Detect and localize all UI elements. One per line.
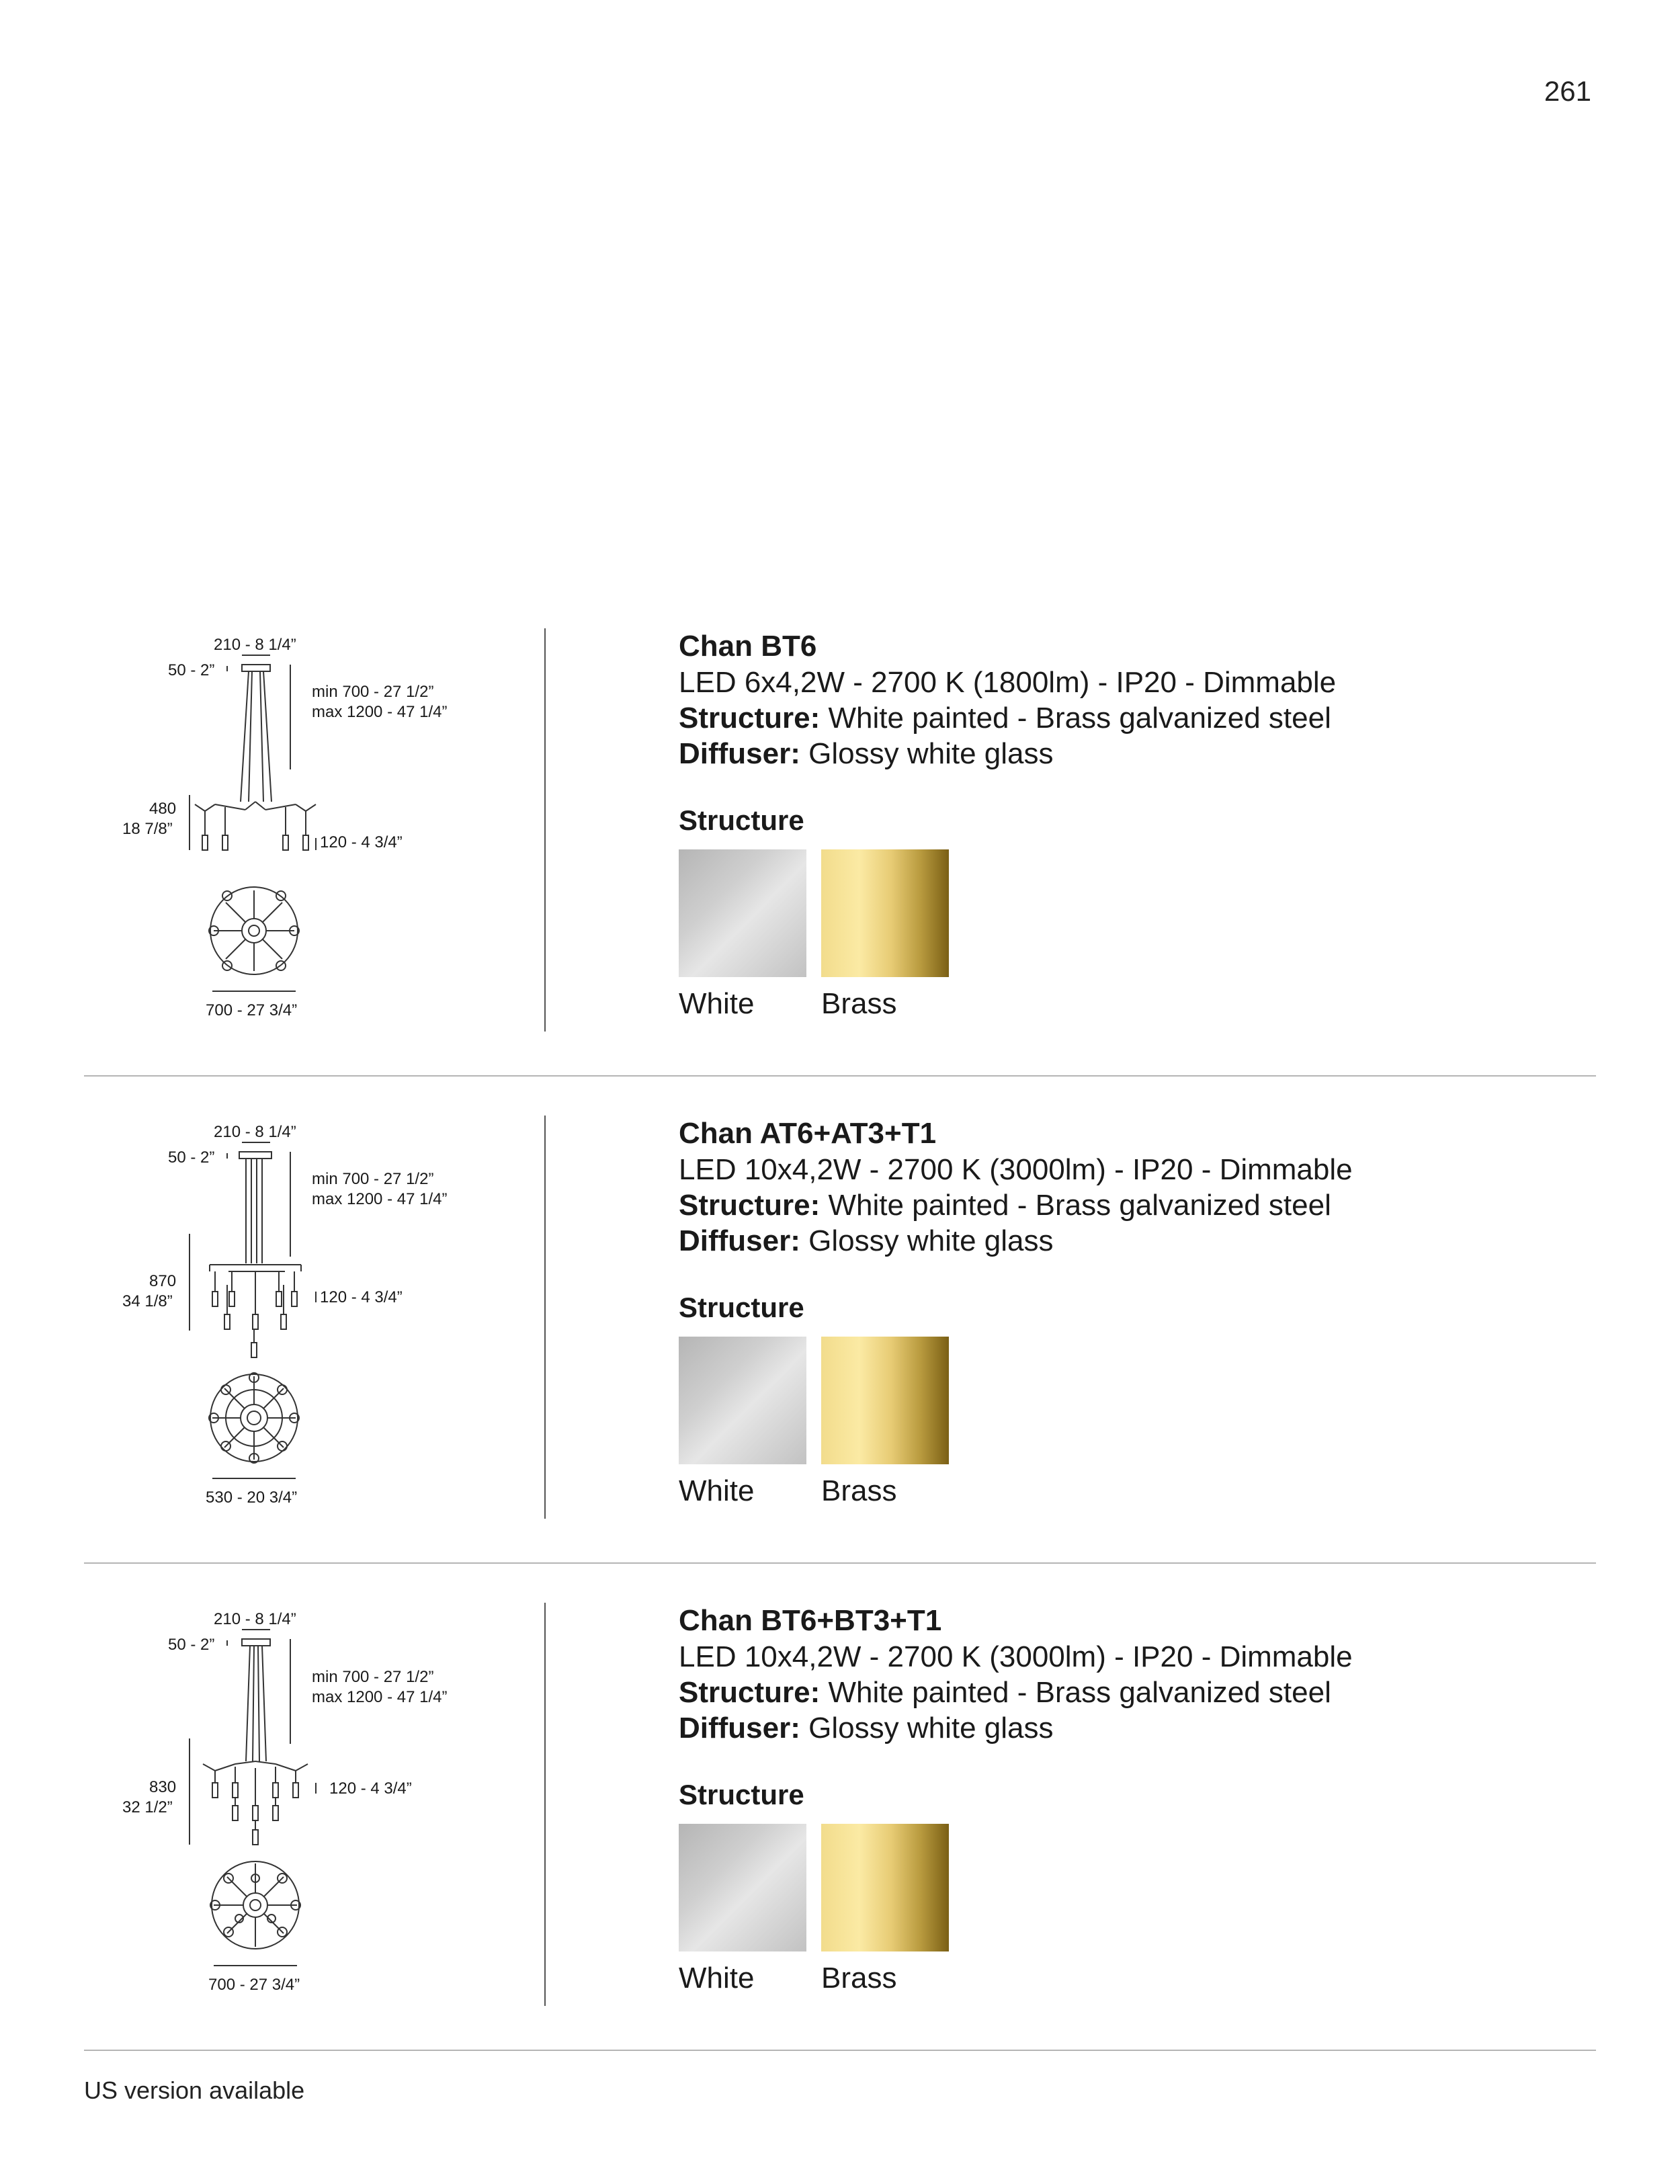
page-number: 261 — [1544, 75, 1591, 107]
swatch-brass — [821, 1824, 949, 1951]
finish-swatches — [679, 1337, 1552, 1525]
dim-shade: 120 - 4 3/4” — [329, 1779, 412, 1798]
dim-cable-min: min 700 - 27 1/2” — [312, 1170, 434, 1188]
product-info — [679, 1116, 1552, 1525]
structure-value: White painted - Brass galvanized steel — [820, 1189, 1331, 1222]
swatch-label-white: White — [679, 1474, 755, 1507]
dim-height-in: 34 1/8” — [122, 1292, 173, 1310]
drawing-lines-at6 — [114, 1116, 491, 1532]
section-divider — [84, 1562, 1596, 1564]
diffuser-spec — [679, 736, 1552, 771]
product-info — [679, 1603, 1552, 2012]
product-title: Chan AT6+AT3+T1 — [679, 1117, 937, 1150]
diffuser-spec — [679, 1223, 1552, 1259]
swatch-brass — [821, 849, 949, 977]
structure-spec — [679, 1675, 1552, 1710]
dim-diameter: 700 - 27 3/4” — [208, 1976, 300, 1994]
product-title: Chan BT6+BT3+T1 — [679, 1604, 942, 1637]
finish-heading: Structure — [679, 1779, 804, 1810]
section-divider — [84, 1075, 1596, 1077]
structure-value: White painted - Brass galvanized steel — [820, 1676, 1331, 1709]
dim-height-mm: 830 — [149, 1778, 177, 1796]
dim-cable-max: max 1200 - 47 1/4” — [312, 1688, 448, 1706]
product-spec: LED 10x4,2W - 2700 K (3000lm) - IP20 - Dimmable — [679, 1153, 1353, 1186]
dim-canopy-height: 50 - 2” — [168, 661, 215, 679]
swatch-brass — [821, 1337, 949, 1464]
dim-height-in: 18 7/8” — [122, 820, 173, 838]
diffuser-spec — [679, 1710, 1552, 1746]
diffuser-value: Glossy white glass — [800, 1224, 1054, 1257]
product-spec: LED 6x4,2W - 2700 K (1800lm) - IP20 - Dimmable — [679, 666, 1337, 699]
dim-canopy-height: 50 - 2” — [168, 1148, 215, 1167]
product-chan-at6-at3-t1 — [0, 1116, 1680, 1532]
structure-spec — [679, 1187, 1552, 1223]
vertical-divider — [544, 1603, 546, 2006]
swatch-label-brass: Brass — [821, 987, 897, 1020]
structure-spec — [679, 700, 1552, 736]
dim-shade: 120 - 4 3/4” — [320, 1288, 403, 1306]
swatch-white — [679, 1824, 806, 1951]
diffuser-value: Glossy white glass — [800, 1712, 1054, 1745]
swatch-label-brass: Brass — [821, 1474, 897, 1507]
dim-height-in: 32 1/2” — [122, 1798, 173, 1816]
swatch-label-white: White — [679, 1962, 755, 1994]
dim-cable-max: max 1200 - 47 1/4” — [312, 1190, 448, 1208]
swatch-label-white: White — [679, 987, 755, 1020]
swatch-label-brass: Brass — [821, 1962, 897, 1994]
structure-label: Structure: — [679, 702, 821, 734]
dim-canopy: 210 - 8 1/4” — [214, 1123, 296, 1141]
product-info — [679, 628, 1552, 1038]
swatch-white — [679, 849, 806, 977]
diffuser-label: Diffuser: — [679, 1712, 800, 1745]
dim-cable-min: min 700 - 27 1/2” — [312, 683, 434, 701]
finish-heading: Structure — [679, 804, 804, 836]
dim-canopy: 210 - 8 1/4” — [214, 636, 296, 654]
product-spec: LED 10x4,2W - 2700 K (3000lm) - IP20 - Dimmable — [679, 1640, 1353, 1673]
technical-drawing — [114, 1116, 491, 1532]
section-divider — [84, 2050, 1596, 2051]
footer-note: US version available — [84, 2076, 305, 2104]
dim-shade: 120 - 4 3/4” — [320, 833, 403, 851]
finish-swatches — [679, 1824, 1552, 2012]
dim-diameter: 530 - 20 3/4” — [206, 1488, 298, 1507]
technical-drawing — [114, 628, 491, 1045]
vertical-divider — [544, 628, 546, 1032]
structure-label: Structure: — [679, 1676, 821, 1709]
diffuser-label: Diffuser: — [679, 1224, 800, 1257]
finish-swatches — [679, 849, 1552, 1038]
technical-drawing — [114, 1603, 491, 2019]
dim-canopy: 210 - 8 1/4” — [214, 1610, 296, 1628]
diffuser-value: Glossy white glass — [800, 737, 1054, 770]
dim-cable-min: min 700 - 27 1/2” — [312, 1668, 434, 1686]
swatch-white — [679, 1337, 806, 1464]
dim-diameter: 700 - 27 3/4” — [206, 1001, 298, 1019]
product-chan-bt6 — [0, 628, 1680, 1045]
dim-height-mm: 870 — [149, 1272, 177, 1290]
product-chan-bt6-bt3-t1 — [0, 1603, 1680, 2019]
structure-value: White painted - Brass galvanized steel — [820, 702, 1331, 734]
diffuser-label: Diffuser: — [679, 737, 800, 770]
structure-label: Structure: — [679, 1189, 821, 1222]
dim-canopy-height: 50 - 2” — [168, 1636, 215, 1654]
dim-cable-max: max 1200 - 47 1/4” — [312, 703, 448, 721]
vertical-divider — [544, 1116, 546, 1519]
product-title: Chan BT6 — [679, 630, 817, 663]
dim-height-mm: 480 — [149, 800, 177, 818]
finish-heading: Structure — [679, 1292, 804, 1323]
